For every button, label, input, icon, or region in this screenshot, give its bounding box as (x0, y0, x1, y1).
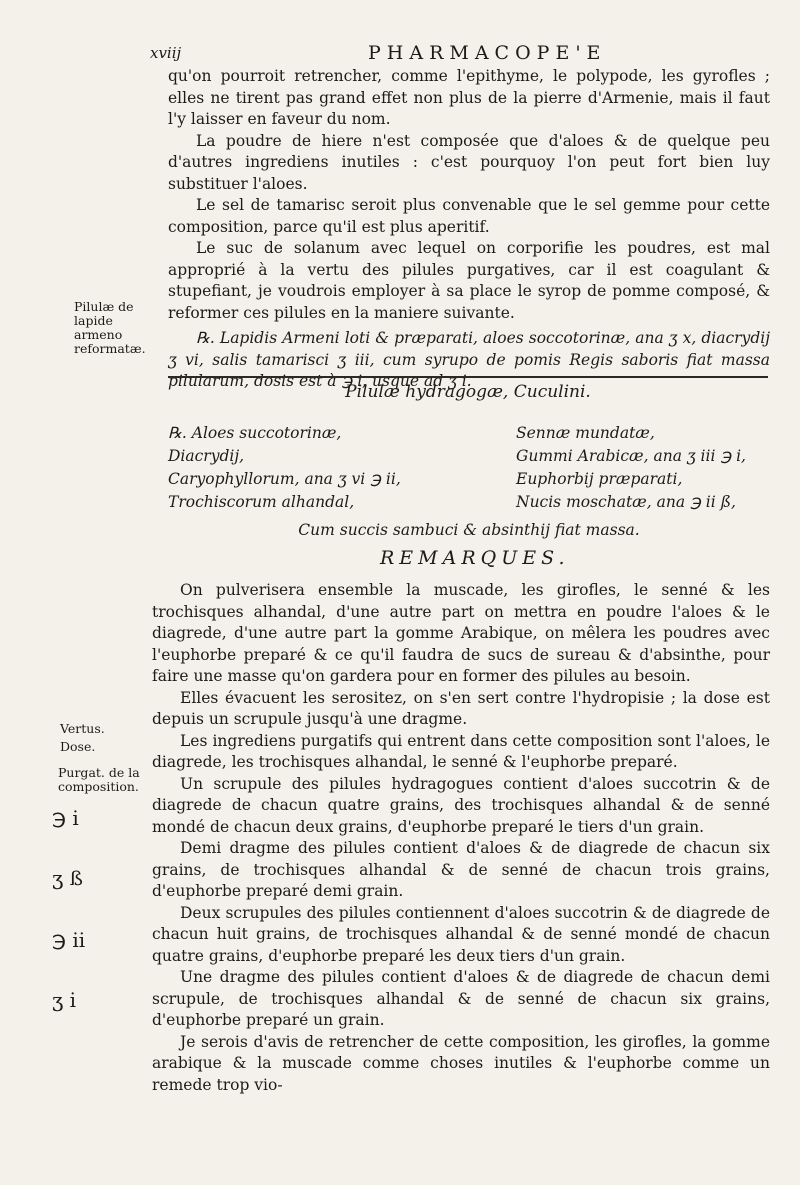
ingredient: Caryophyllorum, ana ʒ vi ℈ ii, (168, 470, 401, 488)
paragraph: La poudre de hiere n'est composée que d'aloes & de quelque peu d'autres ingrediens inutiles : c'est pourquoy l'on peut fort bien luy substituer l'aloes. (168, 131, 770, 193)
remarques-text-block (152, 580, 770, 1096)
reformed-recipe: ℞. Lapidis Armeni loti & præparati, aloes soccotorinæ, ana ʒ x, diacrydij ʒ vi, salis tamarisci ʒ iii, cum syrupo de pomis Regis saboris fiat massa pilularum, dosis est à ℈ i, usque ad ʒ i. (168, 329, 770, 390)
paragraph: Je serois d'avis de retrencher de cette composition, les girofles, la gomme arabique & la muscade comme choses inutiles & l'euphorbe comme un remede trop vio- (152, 1032, 770, 1094)
remarques-heading: REMARQUES. (380, 547, 570, 569)
margin-dose-mark: ℈ ii (52, 928, 86, 952)
paragraph: Le sel de tamarisc seroit plus convenable que le sel gemme pour cette composition, parce qu'il est plus aperitif. (168, 196, 770, 236)
section-divider (168, 376, 768, 378)
ingredient-column-left (168, 422, 498, 514)
formula-title: Pilulæ hydragogæ, Cuculini. (345, 382, 591, 402)
ingredient: Sennæ mundatæ, (516, 424, 655, 442)
margin-dose-mark: ʒ ß (52, 866, 84, 890)
paragraph: Une dragme des pilules contient d'aloes & de diagrede de chacun demi scrupule, de trochisques alhandal & de senné de chacun six grains, d'euphorbe preparé un grain. (152, 968, 770, 1029)
ingredient: Euphorbij præparati, (516, 470, 683, 488)
ingredient: Trochiscorum alhandal, (168, 493, 355, 511)
margin-note-vertus: Vertus. (60, 721, 105, 736)
paragraph: Elles évacuent les serositez, on s'en sert contre l'hydropisie ; la dose est depuis un scrupule jusqu'à une dragme. (152, 688, 770, 728)
margin-note-dose: Dose. (60, 739, 96, 754)
margin-note-reformed: Pilulæ de lapide armeno reformatæ. (74, 299, 146, 356)
running-title: PHARMACOPE'E (368, 42, 607, 64)
paragraph: Les ingrediens purgatifs qui entrent dans cette composition sont l'aloes, le diagrede, les trochisques alhandal, le senné & l'euphorbe preparé. (152, 731, 770, 771)
paragraph: Deux scrupules des pilules contiennent d'aloes succotrin & de diagrede de chacun huit grains, de trochisques alhandal & de senné mondé de chacun quatre grains, d'euphorbe preparé les deux tiers d'un grain. (152, 903, 770, 965)
top-text-block (168, 66, 770, 393)
running-header (150, 42, 770, 66)
margin-dose-mark: ʒ i (52, 988, 77, 1012)
page-number: xviij (150, 44, 182, 62)
ingredient: Nucis moschatæ, ana ℈ ii ß, (516, 493, 736, 511)
paragraph: Un scrupule des pilules hydragogues contient d'aloes succotrin & de diagrede de chacun quatre grains, des trochisques alhandal & de senné mondé de chacun deux grains, d'euphorbe preparé le tiers d'un grain. (152, 774, 770, 836)
ingredient: Diacrydij, (168, 447, 245, 465)
paragraph: qu'on pourroit retrencher, comme l'epithyme, le polypode, les gyrofles ; elles ne tirent pas grand effet non plus de la pierre d'Armenie, mais il faut l'y laisser en faveur du nom. (168, 67, 770, 128)
ingredient-column-right (516, 422, 776, 514)
margin-note-purgat: Purgat. de la composition. (58, 765, 140, 794)
ingredient: Gummi Arabicæ, ana ʒ iii ℈ i, (516, 447, 746, 465)
paragraph: On pulverisera ensemble la muscade, les girofles, le senné & les trochisques alhandal, d'une autre part on mettra en poudre l'aloes & le diagrede, d'une autre part la gomme Arabique, on mêlera les poudres avec l'euphorbe preparé & ce qu'il faudra de sucs de sureau & d'absinthe, pour faire une masse qu'on gardera pour en former des pilules au besoin. (152, 581, 770, 685)
paragraph: Demi dragme des pilules contient d'aloes & de diagrede de chacun six grains, de trochisques alhandal & de senné de chacun trois grains, d'euphorbe preparé demi grain. (152, 839, 770, 900)
formula-instruction: Cum succis sambuci & absinthij fiat massa. (298, 521, 640, 539)
margin-dose-mark: ℈ i (52, 806, 79, 830)
ingredient: ℞. Aloes succotorinæ, (168, 424, 342, 442)
paragraph: Le suc de solanum avec lequel on corporifie les poudres, est mal approprié à la vertu des pilules purgatives, car il est coagulant & stupefiant, je voudrois employer à sa place le syrop de pomme composé, & reformer ces pilules en la maniere suivante. (168, 239, 770, 322)
